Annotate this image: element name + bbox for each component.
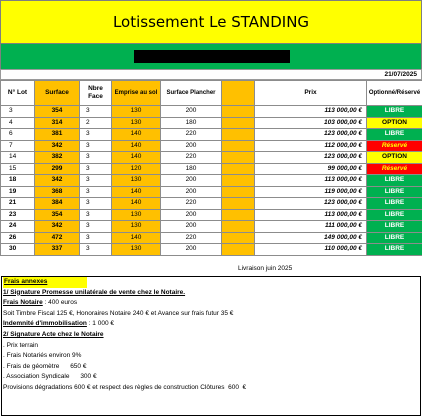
plancher-cell: 180: [161, 163, 222, 175]
blank-cell: [222, 209, 255, 221]
faces-cell: 3: [80, 106, 112, 118]
lot-number: 21: [1, 198, 35, 210]
status-badge: LIBRE: [367, 175, 422, 187]
faces-cell: 3: [80, 198, 112, 210]
status-badge: LIBRE: [367, 198, 422, 210]
plancher-cell: 200: [161, 140, 222, 152]
surface-cell: 314: [35, 117, 80, 129]
lot-number: 26: [1, 232, 35, 244]
table-row: [1, 244, 422, 256]
surface-cell: 342: [35, 175, 80, 187]
status-badge: Réservé: [367, 140, 422, 152]
header-surface: Surface: [35, 81, 80, 106]
date-label: 21/07/2025: [0, 69, 422, 80]
price-cell: 149 000,00 €: [255, 232, 367, 244]
table-row: [1, 106, 422, 118]
lot-number: 14: [1, 152, 35, 164]
indemnite-value: : 1 000 €: [86, 320, 114, 328]
faces-cell: 3: [80, 186, 112, 198]
plancher-cell: 200: [161, 244, 222, 256]
emprise-cell: 120: [112, 163, 161, 175]
plancher-cell: 220: [161, 129, 222, 141]
frais-notaire-line: [2, 298, 420, 309]
price-cell: 99 000,00 €: [255, 163, 367, 175]
lot-number: 23: [1, 209, 35, 221]
blank-cell: [222, 221, 255, 233]
plancher-cell: 200: [161, 175, 222, 187]
surface-cell: 384: [35, 198, 80, 210]
surface-cell: 381: [35, 129, 80, 141]
frais-annexes-box: [1, 276, 421, 416]
table-row: [1, 129, 422, 141]
faces-cell: 3: [80, 221, 112, 233]
lots-table-body: [1, 106, 422, 256]
faces-cell: 3: [80, 129, 112, 141]
status-badge: LIBRE: [367, 221, 422, 233]
status-badge: OPTION: [367, 117, 422, 129]
emprise-cell: 140: [112, 152, 161, 164]
plancher-cell: 200: [161, 221, 222, 233]
frais-item: . Frais Notariés environ 9%: [3, 352, 82, 360]
blank-cell: [222, 152, 255, 164]
lot-number: 19: [1, 186, 35, 198]
table-row: [1, 152, 422, 164]
table-row: [1, 221, 422, 233]
table-row: [1, 117, 422, 129]
price-cell: 113 000,00 €: [255, 175, 367, 187]
frais-item: . Frais de géomètre 650 €: [3, 362, 87, 370]
faces-cell: 3: [80, 244, 112, 256]
table-row: [1, 198, 422, 210]
blank-cell: [222, 106, 255, 118]
emprise-cell: 130: [112, 221, 161, 233]
livraison-note: Livraison juin 2025: [238, 265, 293, 272]
surface-cell: 337: [35, 244, 80, 256]
blank-cell: [222, 140, 255, 152]
surface-cell: 342: [35, 221, 80, 233]
plancher-cell: 200: [161, 186, 222, 198]
status-badge: LIBRE: [367, 209, 422, 221]
status-badge: LIBRE: [367, 106, 422, 118]
lot-number: 7: [1, 140, 35, 152]
table-row: [1, 140, 422, 152]
status-badge: LIBRE: [367, 186, 422, 198]
header-status: Optionné/Réservé: [367, 81, 422, 106]
price-cell: 123 000,00 €: [255, 152, 367, 164]
faces-cell: 2: [80, 117, 112, 129]
header-emprise: Emprise au sol: [112, 81, 161, 106]
surface-cell: 472: [35, 232, 80, 244]
emprise-cell: 130: [112, 209, 161, 221]
status-badge: OPTION: [367, 152, 422, 164]
price-cell: 113 000,00 €: [255, 209, 367, 221]
redacted-block: [134, 50, 290, 63]
plancher-cell: 180: [161, 117, 222, 129]
frais-title: Frais annexes: [3, 277, 87, 288]
status-badge: LIBRE: [367, 244, 422, 256]
lot-number: 3: [1, 106, 35, 118]
emprise-cell: 130: [112, 106, 161, 118]
blank-cell: [222, 186, 255, 198]
price-cell: 110 000,00 €: [255, 244, 367, 256]
table-header-row: [1, 81, 422, 106]
lot-number: 15: [1, 163, 35, 175]
frais-item: . Prix terrain: [3, 341, 39, 349]
plancher-cell: 220: [161, 232, 222, 244]
timbre-line: Soit Timbre Fiscal 125 €, Honoraires Notaire 240 € et Avance sur frais futur 35 €: [3, 309, 234, 317]
table-row: [1, 209, 422, 221]
surface-cell: 299: [35, 163, 80, 175]
emprise-cell: 140: [112, 186, 161, 198]
status-badge: LIBRE: [367, 129, 422, 141]
price-cell: 113 000,00 €: [255, 106, 367, 118]
blank-cell: [222, 244, 255, 256]
faces-cell: 3: [80, 163, 112, 175]
blank-cell: [222, 198, 255, 210]
faces-cell: 3: [80, 152, 112, 164]
surface-cell: 368: [35, 186, 80, 198]
price-cell: 123 000,00 €: [255, 198, 367, 210]
frais-item: . Association Syndicale 300 €: [3, 373, 97, 381]
emprise-cell: 130: [112, 244, 161, 256]
price-cell: 112 000,00 €: [255, 140, 367, 152]
acte-heading: 2/ Signature Acte chez le Notaire: [3, 330, 104, 338]
page-title: Lotissement Le STANDING: [0, 0, 422, 44]
lot-number: 24: [1, 221, 35, 233]
emprise-cell: 130: [112, 175, 161, 187]
status-badge: LIBRE: [367, 232, 422, 244]
header-lot: N° Lot: [1, 81, 35, 106]
price-cell: 119 000,00 €: [255, 186, 367, 198]
header-plancher: Surface Plancher: [161, 81, 222, 106]
plancher-cell: 200: [161, 209, 222, 221]
lot-number: 6: [1, 129, 35, 141]
price-cell: 111 000,00 €: [255, 221, 367, 233]
table-row: [1, 232, 422, 244]
indemnite-line: [2, 319, 420, 330]
lots-table: [0, 80, 422, 256]
frais-notaire-value: : 400 euros: [42, 299, 78, 307]
header-prix: Prix: [255, 81, 367, 106]
promesse-heading: 1/ Signature Promesse unilatérale de vente chez le Notaire.: [3, 288, 186, 296]
price-cell: 123 000,00 €: [255, 129, 367, 141]
table-row: [1, 186, 422, 198]
faces-cell: 3: [80, 140, 112, 152]
emprise-cell: 140: [112, 129, 161, 141]
blank-cell: [222, 163, 255, 175]
status-badge: Réservé: [367, 163, 422, 175]
plancher-cell: 200: [161, 106, 222, 118]
frais-notaire-label: Frais Notaire: [3, 299, 43, 307]
faces-cell: 3: [80, 209, 112, 221]
blank-cell: [222, 232, 255, 244]
plancher-cell: 220: [161, 152, 222, 164]
surface-cell: 342: [35, 140, 80, 152]
emprise-cell: 130: [112, 117, 161, 129]
surface-cell: 354: [35, 106, 80, 118]
table-row: [1, 163, 422, 175]
faces-cell: 3: [80, 175, 112, 187]
lot-number: 4: [1, 117, 35, 129]
surface-cell: 354: [35, 209, 80, 221]
blank-cell: [222, 175, 255, 187]
frais-item: Provisions dégradations 600 € et respect des règles de construction Clôtures 600 €: [3, 383, 247, 391]
surface-cell: 382: [35, 152, 80, 164]
header-faces: Nbre Face: [80, 81, 112, 106]
emprise-cell: 140: [112, 198, 161, 210]
header-blank: [222, 81, 255, 106]
indemnite-label: Indemnité d'immobilisation: [3, 320, 87, 328]
lot-number: 30: [1, 244, 35, 256]
plancher-cell: 220: [161, 198, 222, 210]
blank-cell: [222, 129, 255, 141]
blank-cell: [222, 117, 255, 129]
lot-number: 18: [1, 175, 35, 187]
table-row: [1, 175, 422, 187]
emprise-cell: 140: [112, 232, 161, 244]
faces-cell: 3: [80, 232, 112, 244]
price-cell: 103 000,00 €: [255, 117, 367, 129]
emprise-cell: 140: [112, 140, 161, 152]
